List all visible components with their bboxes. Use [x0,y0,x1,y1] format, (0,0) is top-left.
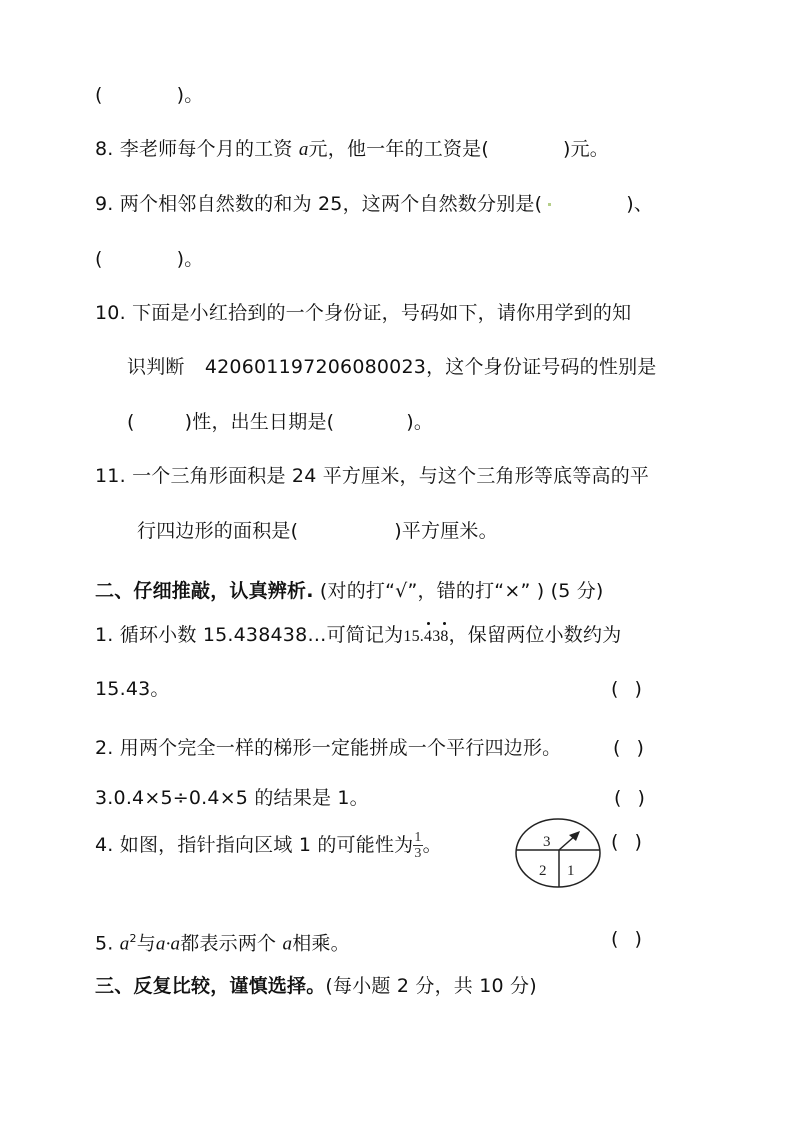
question-10-line2 [127,355,656,379]
repeat-end-digit: 8 [440,625,448,649]
question-text: 下面是小红拾到的一个身份证，号码如下，请你用学到的知 [132,302,632,324]
section-3-header [95,974,537,998]
question-9-line2 [95,247,203,271]
question-text: 用两个完全一样的梯形一定能拼成一个平行四边形。 [119,737,562,759]
variable-a: a [119,933,130,955]
region-3-label: 3 [543,834,551,850]
question-number: 4. [95,834,114,856]
question-11-line2 [137,519,498,543]
question-text: 。 [422,834,442,856]
spinner-diagram [514,817,602,889]
answer-paren-close: )。 [406,411,434,433]
question-text: )、 [626,193,654,215]
question-number: 8. [95,138,114,160]
question-text: 0.4×5÷0.4×5 的结果是 1。 [113,787,369,809]
question-text: 元，他一年的工资是( [308,138,489,160]
question-text: 一个三角形面积是 24 平方厘米，与这个三角形等底等高的平 [132,465,650,487]
question-8 [95,137,609,162]
variable-a: a [298,139,309,160]
question-9 [95,192,653,216]
judge-answer-4[interactable]: ( ) [611,831,642,853]
region-2-label: 2 [539,863,547,879]
fraction-numerator: 1 [414,830,422,845]
question-10 [95,301,631,325]
scan-speck [548,203,551,206]
question-text: 识判断 [127,356,185,378]
fraction-denominator: 3 [414,846,422,861]
q7-answer-line [95,83,203,107]
question-text: ，这个身份证号码的性别是 [426,356,657,378]
decimal-prefix: 15. [403,628,424,645]
repeat-start-digit: 4 [424,625,432,649]
question-text: 行四边形的面积是( [137,520,299,542]
answer-blank[interactable] [542,192,626,216]
variable-a: a [282,933,293,955]
exponent: 2 [129,932,137,945]
answer-paren-close: )。 [176,248,204,270]
question-number: 2. [95,737,114,759]
judge-answer-3[interactable]: ( ) [614,787,645,809]
question-number: 3. [95,787,114,809]
answer-paren-open: ( [127,411,135,433]
judge-item-4 [95,830,442,861]
fraction-one-third [413,830,422,861]
question-text: )性，出生日期是( [184,411,335,433]
region-1-label: 1 [567,863,575,879]
section-note: (每小题 2 分，共 10 分) [325,975,537,997]
question-text: 与 [136,932,156,955]
question-10-line3 [127,410,433,434]
question-text: 李老师每个月的工资 [119,138,293,160]
question-number: 5. [95,932,114,955]
question-number: 1. [95,624,114,646]
judge-answer-1[interactable]: ( ) [611,678,642,700]
question-11 [95,464,649,488]
judge-item-2 [95,736,561,760]
digit: 3 [432,628,441,645]
section-2-header [95,579,604,603]
answer-paren-open: ( [95,84,103,106]
expression-a-dot-a: a·a [155,933,181,955]
id-card-number: 420601197206080023 [204,356,427,378]
question-number: 9. [95,193,114,215]
question-text: 15.43。 [95,678,170,700]
judge-item-1-line2 [95,677,170,701]
judge-item-1 [95,623,621,649]
section-note: (对的打“√”，错的打“×” ) (5 分) [319,580,604,602]
section-title: 二、仔细推敲，认真辨析. [95,580,314,602]
judge-answer-5[interactable]: ( ) [611,928,642,950]
question-text: 两个相邻自然数的和为 25，这两个自然数分别是( [119,193,543,215]
answer-paren-open: ( [95,248,103,270]
question-text: 循环小数 15.438438…可简记为 [119,624,404,646]
question-text: ，保留两位小数约为 [448,624,622,646]
answer-paren-close: )。 [176,84,204,106]
judge-item-5 [95,927,350,956]
section-title: 三、反复比较，谨慎选择。 [95,975,326,997]
question-number: 10. [95,302,126,324]
judge-item-3 [95,786,369,810]
question-text: 都表示两个 [180,932,277,955]
question-text: )平方厘米。 [394,520,498,542]
question-text: 如图，指针指向区域 1 的可能性为 [119,834,414,856]
judge-answer-2[interactable]: ( ) [613,737,644,759]
question-text: )元。 [562,138,609,160]
question-text: 相乘。 [292,932,350,955]
question-number: 11. [95,465,126,487]
repeating-decimal [403,628,448,645]
